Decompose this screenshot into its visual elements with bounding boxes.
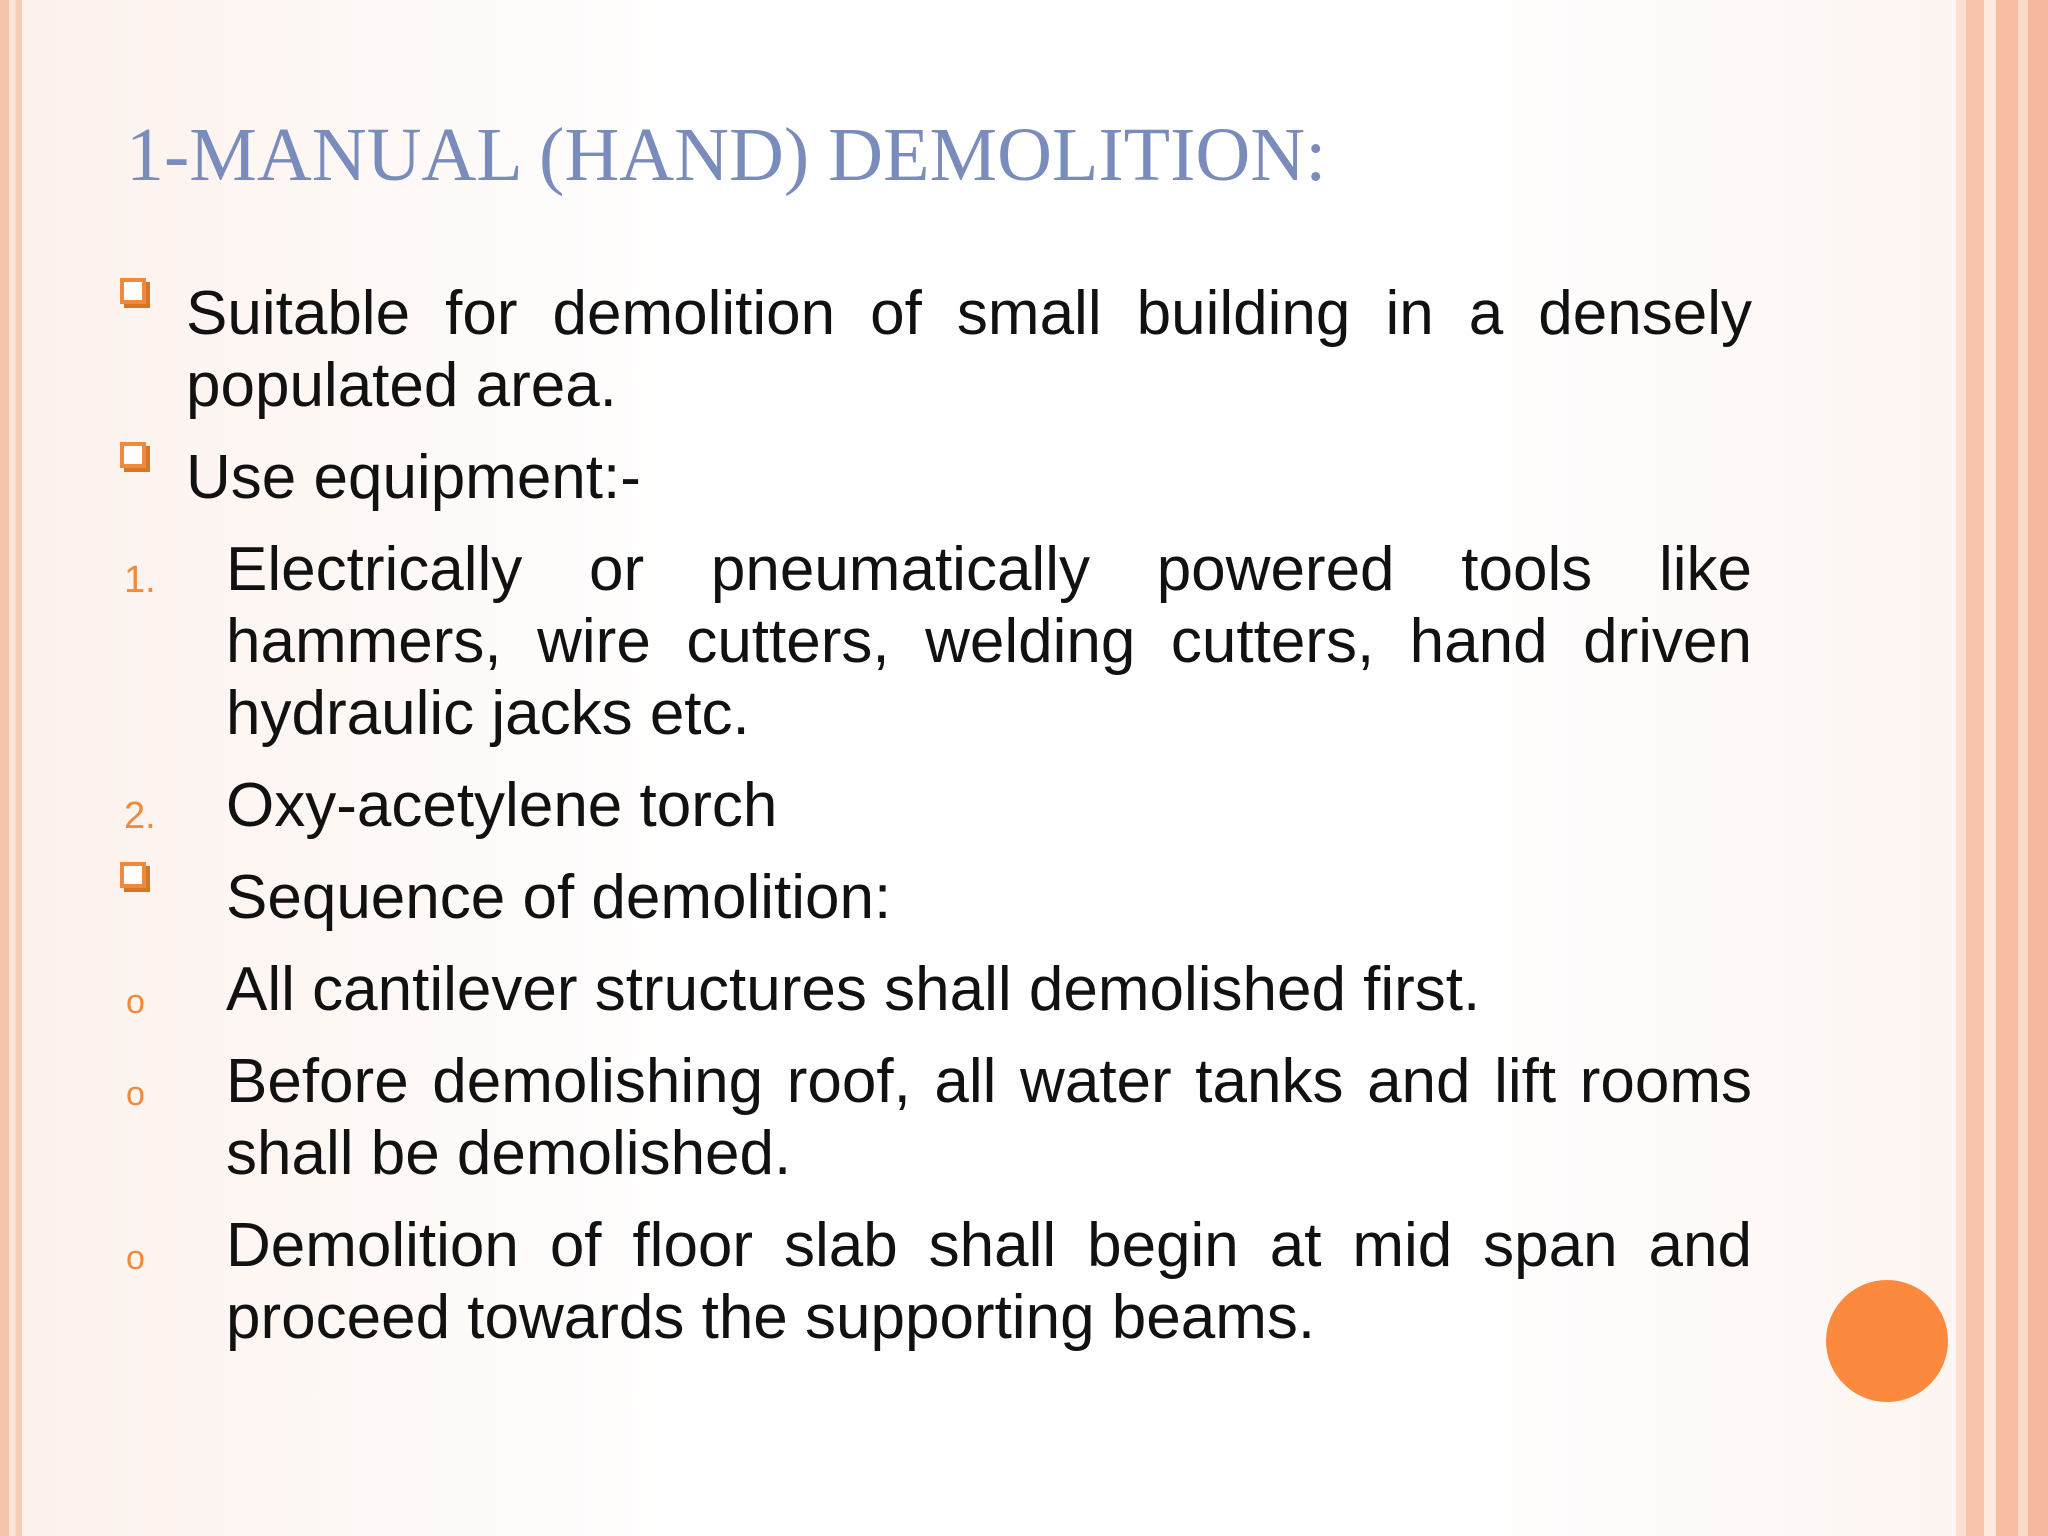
list-item-text: All cantilever structures shall demolished first.	[226, 955, 1481, 1024]
slide-title: 1-MANUAL (HAND) DEMOLITION:	[126, 113, 1327, 197]
square-bullet-icon	[120, 278, 146, 304]
list-item-number: 1.	[124, 559, 156, 601]
right-border-stripes	[1956, 0, 2048, 1536]
list-item-text: Before demolishing roof, all water tanks and lift rooms shall be demolished.	[226, 1047, 1752, 1188]
list-item-text: Demolition of floor slab shall begin at mid span and proceed towards the supporting beams.	[226, 1211, 1752, 1352]
circle-bullet-icon: o	[126, 1239, 145, 1277]
list-item	[120, 442, 1752, 514]
circle-bullet-icon: o	[126, 983, 145, 1021]
list-item	[120, 770, 1752, 842]
list-item	[120, 534, 1752, 750]
list-item	[120, 1210, 1752, 1354]
list-item	[120, 862, 1752, 934]
list-item	[120, 954, 1752, 1026]
square-bullet-icon	[120, 442, 146, 468]
bullet-list	[120, 278, 1752, 1374]
list-item	[120, 278, 1752, 422]
list-item-text: Electrically or pneumatically powered tools like hammers, wire cutters, welding cutters, hand driven hydraulic jacks etc.	[226, 535, 1752, 748]
list-item-text: Use equipment:-	[186, 443, 641, 512]
circle-bullet-icon: o	[126, 1075, 145, 1113]
list-item	[120, 1046, 1752, 1190]
list-item-number: 2.	[124, 795, 156, 837]
decorative-orange-circle	[1826, 1280, 1948, 1402]
list-item-text: Suitable for demolition of small building in a densely populated area.	[186, 279, 1752, 420]
list-item-text: Oxy-acetylene torch	[226, 771, 778, 840]
left-border-stripe	[0, 0, 22, 1536]
list-item-text: Sequence of demolition:	[226, 863, 892, 932]
square-bullet-icon	[120, 862, 146, 888]
